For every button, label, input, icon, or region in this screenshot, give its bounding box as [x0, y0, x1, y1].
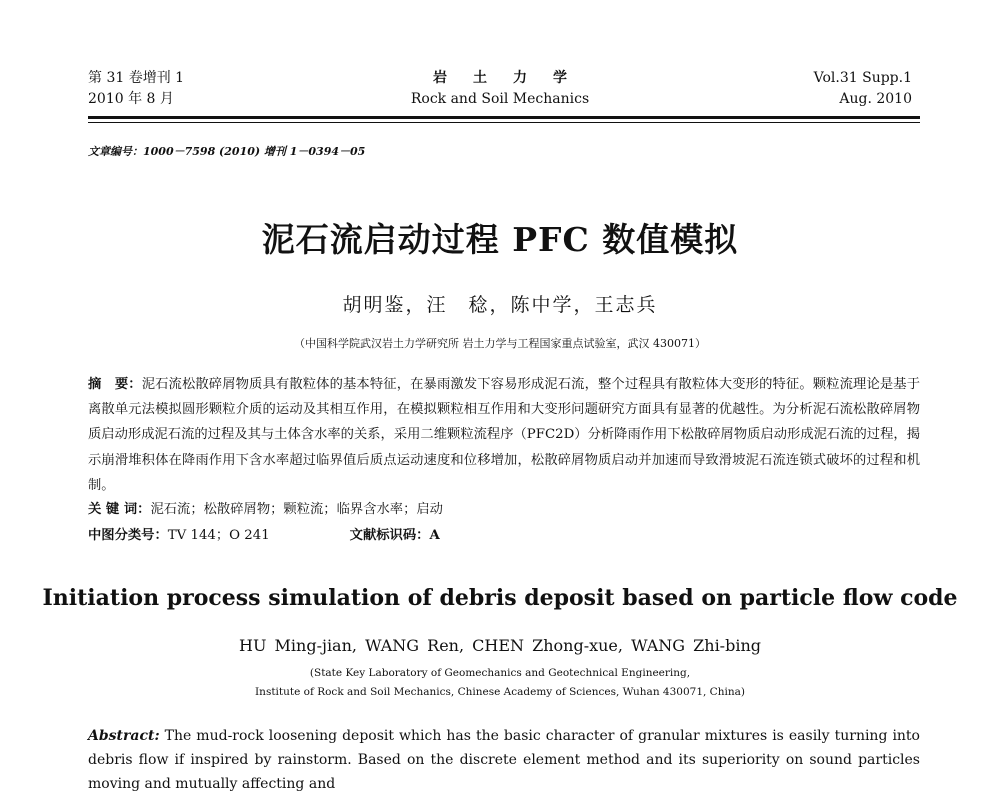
- abstract-en-text: The mud-rock loosening deposit which has the basic character of granular mixtures is easily turning into debris flow if inspired by rainstorm. Based on the discrete element method and its superiority on sound particles moving and mutually affecting and: [88, 728, 920, 792]
- keywords-cn: [88, 497, 443, 522]
- journal-volume-info: [88, 68, 184, 110]
- paper-title-en: Initiation process simulation of debris deposit based on particle flow code: [42, 585, 958, 611]
- affiliation-en-line1: (State Key Laboratory of Geomechanics and Geotechnical Engineering,: [309, 667, 691, 679]
- keywords-cn-text: 泥石流；松散碎屑物；颗粒流；临界含水率；启动: [150, 502, 443, 517]
- affiliation-cn: （中国科学院武汉岩土力学研究所 岩土力学与工程国家重点试验室，武汉 430071）: [294, 337, 706, 350]
- journal-name-en: Rock and Soil Mechanics: [410, 91, 590, 107]
- paper-title-cn: 泥石流启动过程 PFC 数值模拟: [261, 220, 739, 259]
- article-number: 文章编号：1000－7598 (2010) 增刊 1－0394－05: [88, 145, 366, 158]
- header-rule-thin: [88, 122, 920, 123]
- abstract-cn: [88, 372, 920, 498]
- abstract-en: [88, 724, 920, 796]
- journal-name: [360, 68, 640, 110]
- doc-code-label: 文献标识码：: [349, 528, 430, 543]
- issue-date: 2010 年 8 月: [88, 91, 174, 107]
- keywords-cn-label: 关 键 词：: [88, 502, 151, 517]
- volume-supp: Vol.31 Supp.1: [813, 70, 912, 86]
- clc-number: TV 144；O 241: [167, 528, 270, 543]
- journal-name-cn: 岩土力学: [433, 70, 593, 86]
- authors-cn: 胡明鉴，汪 稔，陈中学，王志兵: [342, 294, 658, 316]
- doc-code: A: [429, 528, 440, 543]
- volume-issue: 第 31 卷增刊 1: [88, 70, 185, 86]
- issue-date-en: Aug. 2010: [839, 91, 912, 107]
- abstract-cn-text: 泥石流松散碎屑物质具有散粒体的基本特征，在暴雨激发下容易形成泥石流，整个过程具有散粒体大变形的特征。颗粒流理论是基于离散单元法模拟圆形颗粒介质的运动及其相互作用，在模拟颗粒相互作用和大变形问题研究方面具有显著的优越性。为分析泥石流松散碎屑物质启动形成泥石流的过程及其与土体含水率的关系，采用二维颗粒流程序（PFC2D）分析降雨作用下松散碎屑物质启动形成泥石流的过程，揭示崩滑堆积体在降雨作用下含水率超过临界值后质点运动速度和位移增加，松散碎屑物质启动并加速而导致滑坡泥石流连锁式破坏的过程和机制。: [88, 377, 921, 493]
- abstract-en-label: Abstract:: [88, 728, 160, 744]
- affiliation-en-line2: Institute of Rock and Soil Mechanics, Chinese Academy of Sciences, Wuhan 430071, China): [255, 686, 745, 698]
- classification-line: [88, 523, 788, 548]
- authors-en: HU Ming-jian, WANG Ren, CHEN Zhong-xue, WANG Zhi-bing: [239, 636, 761, 655]
- journal-volume-en: [814, 68, 912, 110]
- abstract-cn-label: 摘 要：: [88, 377, 142, 392]
- header-rule-thick: [88, 116, 920, 119]
- clc-label: 中图分类号：: [88, 528, 168, 543]
